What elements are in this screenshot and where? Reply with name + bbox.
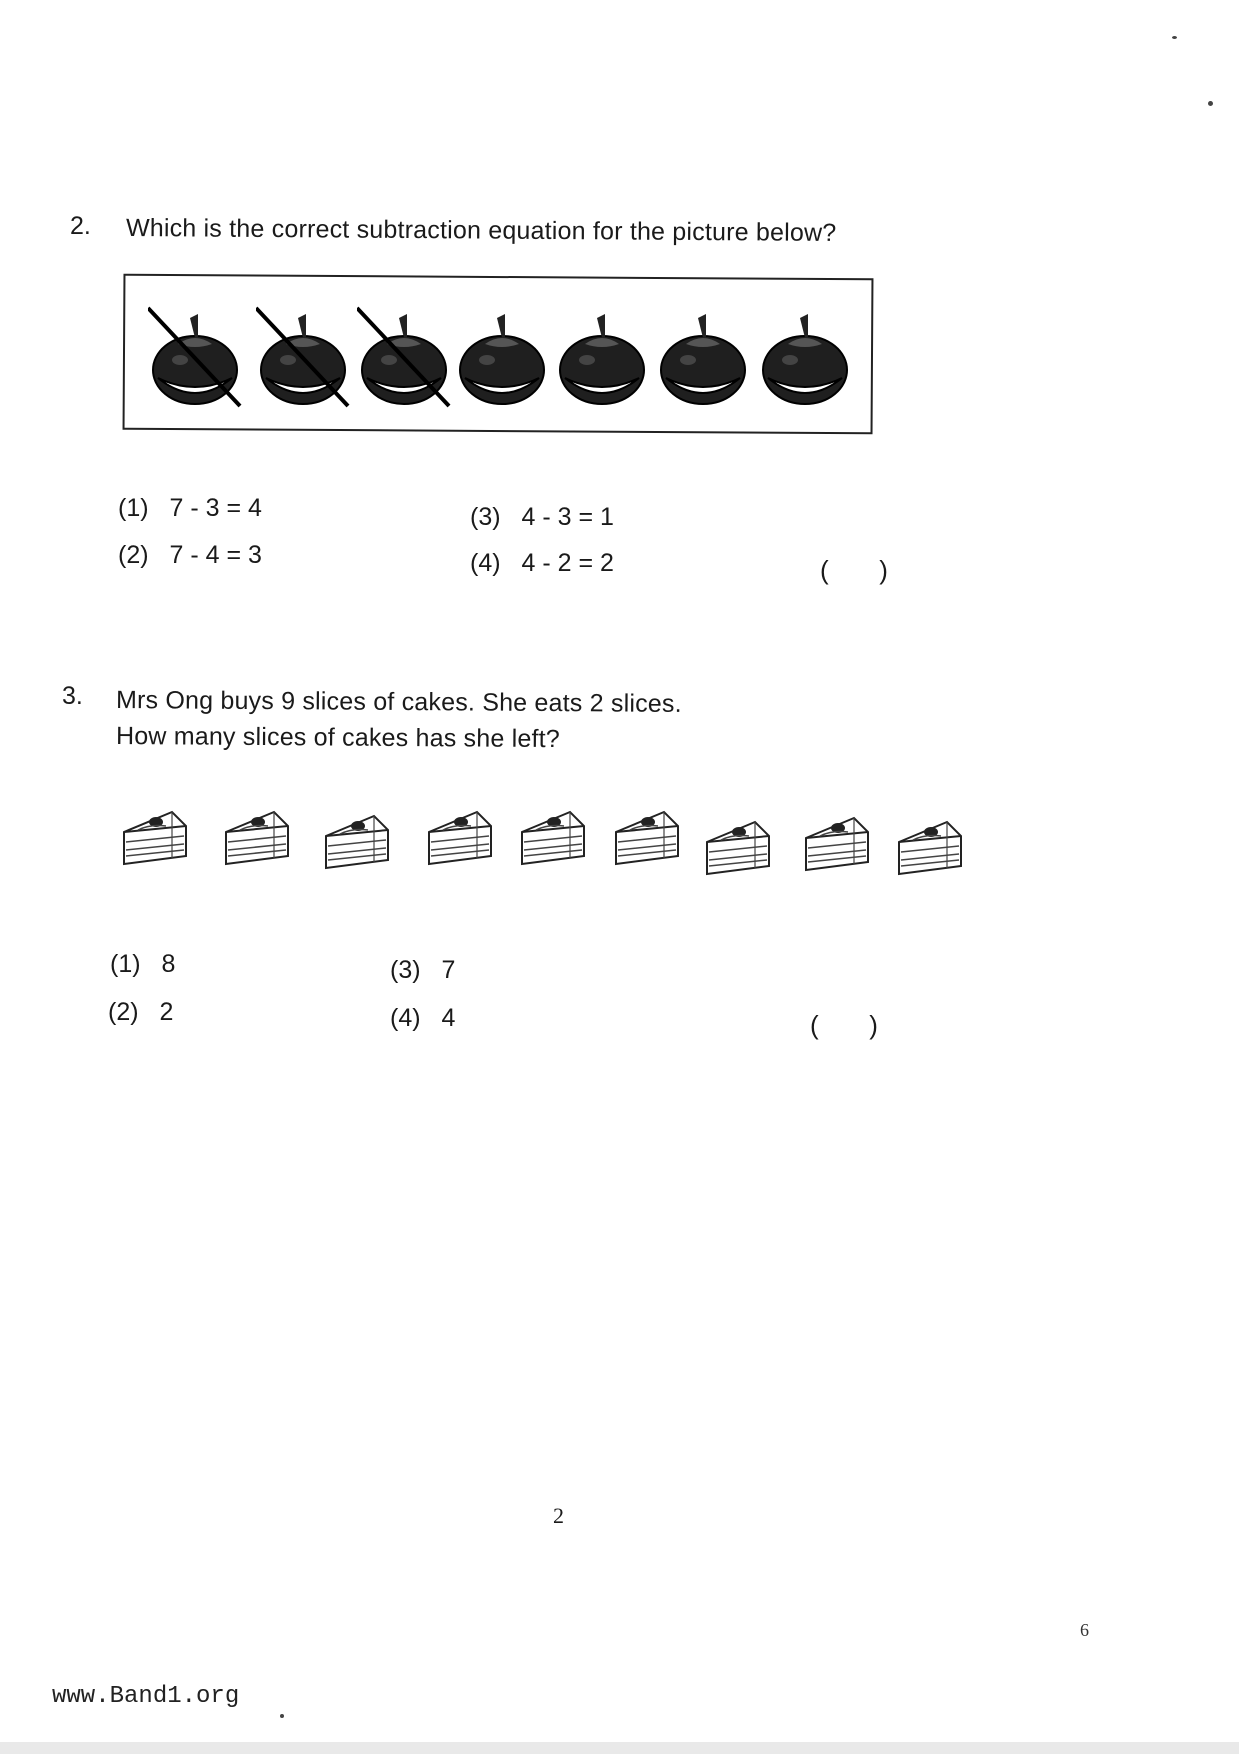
q3-option-1[interactable]	[110, 950, 175, 979]
q3-option-3[interactable]	[390, 956, 455, 985]
q2-option-1[interactable]	[118, 494, 262, 523]
q2-option-3[interactable]	[470, 503, 614, 532]
scan-speck	[1208, 101, 1213, 106]
option-label: (1)	[118, 494, 149, 522]
option-value: 7 - 3 = 4	[169, 494, 262, 522]
option-value: 7 - 4 = 3	[169, 541, 262, 569]
option-label: (1)	[110, 950, 141, 978]
corner-mark: 6	[1080, 1620, 1089, 1640]
footer-url[interactable]: www.Band1.org	[52, 1683, 240, 1710]
question-2-text: Which is the correct subtraction equation for the picture below?	[125, 214, 837, 247]
cake-slice-icon	[518, 802, 590, 874]
tomato-icon	[455, 300, 549, 410]
option-label: (4)	[470, 549, 501, 577]
cake-slice-icon	[322, 806, 394, 878]
q3-option-2[interactable]	[108, 998, 173, 1027]
question-3-number: 3.	[62, 682, 83, 710]
q3-answer-blank[interactable]: ( )	[810, 1010, 878, 1040]
scan-speck	[1172, 36, 1177, 39]
q2-option-2[interactable]	[118, 541, 262, 570]
cake-slice-icon	[425, 802, 497, 874]
q3-option-4[interactable]	[390, 1004, 455, 1033]
cake-slice-icon	[612, 802, 684, 874]
option-value: 7	[441, 956, 456, 984]
question-3-text-line-1: Mrs Ong buys 9 slices of cakes. She eats 2 slices.	[115, 686, 682, 718]
option-value: 4 - 2 = 2	[521, 549, 614, 577]
scan-speck	[280, 1714, 284, 1718]
tomato-icon	[357, 300, 451, 410]
option-value: 8	[161, 950, 176, 978]
tomato-icon	[758, 300, 852, 410]
option-value: 2	[159, 998, 174, 1026]
tomato-icon	[148, 300, 242, 410]
option-value: 4	[441, 1004, 456, 1032]
question-3-text-line-2: How many slices of cakes has she left?	[115, 722, 560, 754]
cake-slice-icon	[120, 802, 192, 874]
option-label: (4)	[390, 1004, 421, 1032]
cake-slice-icon	[222, 802, 294, 874]
option-value: 4 - 3 = 1	[521, 503, 614, 531]
option-label: (2)	[108, 998, 139, 1026]
option-label: (3)	[470, 503, 501, 531]
tomato-icon	[555, 300, 649, 410]
cake-slice-icon	[895, 812, 967, 884]
page-number: 2	[553, 1503, 564, 1528]
tomato-icon	[656, 300, 750, 410]
tomato-icon	[256, 300, 350, 410]
option-label: (3)	[390, 956, 421, 984]
cake-slice-icon	[703, 812, 775, 884]
q2-option-4[interactable]	[470, 549, 614, 578]
question-2-number: 2.	[70, 212, 91, 240]
scan-bottom-edge	[0, 1742, 1239, 1754]
option-label: (2)	[118, 541, 149, 569]
cake-slice-icon	[802, 808, 874, 880]
q2-answer-blank[interactable]: ( )	[820, 555, 888, 585]
